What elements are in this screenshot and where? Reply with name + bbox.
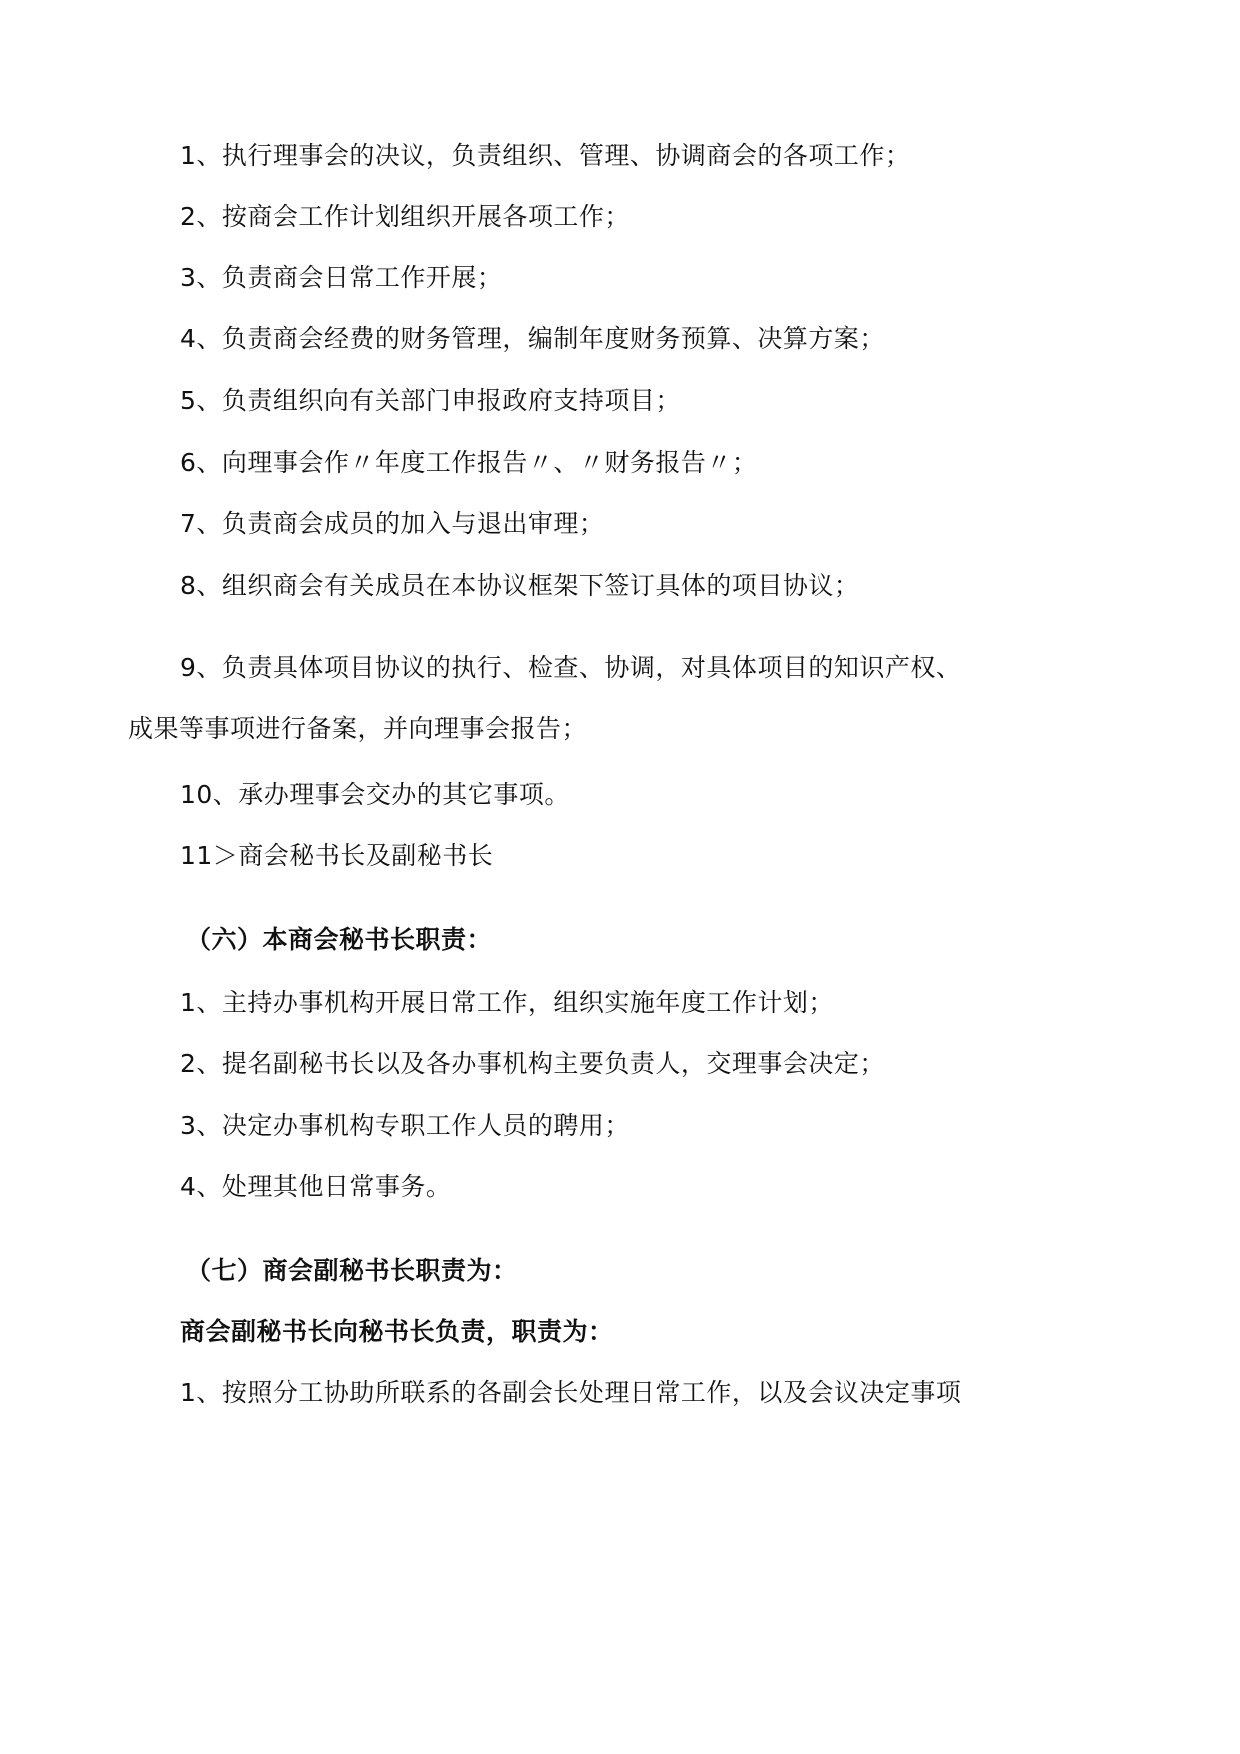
secretary-duty-4: 4、处理其他日常事务。 bbox=[180, 1172, 452, 1201]
duty-item-9-continued: 成果等事项进行备案，并向理事会报告； bbox=[128, 714, 588, 743]
duty-item-3: 3、负责商会日常工作开展； bbox=[180, 263, 503, 292]
duty-item-11: 11＞商会秘书长及副秘书长 bbox=[180, 841, 494, 870]
secretary-duty-2: 2、提名副秘书长以及各办事机构主要负责人，交理事会决定； bbox=[180, 1049, 885, 1078]
duty-item-1: 1、执行理事会的决议，负责组织、管理、协调商会的各项工作； bbox=[180, 141, 911, 170]
duty-item-7: 7、负责商会成员的加入与退出审理； bbox=[180, 509, 605, 538]
duty-item-6: 6、向理事会作〃年度工作报告〃、〃财务报告〃； bbox=[180, 448, 758, 477]
secretary-duty-3: 3、决定办事机构专职工作人员的聘用； bbox=[180, 1111, 630, 1140]
secretary-duty-1: 1、主持办事机构开展日常工作，组织实施年度工作计划； bbox=[180, 988, 834, 1017]
duty-item-4: 4、负责商会经费的财务管理，编制年度财务预算、决算方案； bbox=[180, 324, 885, 353]
deputy-secretary-duty-1: 1、按照分工协助所联系的各副会长处理日常工作，以及会议决定事项 bbox=[180, 1378, 962, 1407]
section-six-heading: （六）本商会秘书长职责： bbox=[186, 925, 493, 954]
duty-item-2: 2、按商会工作计划组织开展各项工作； bbox=[180, 202, 630, 231]
section-seven-heading: （七）商会副秘书长职责为： bbox=[186, 1256, 518, 1285]
duty-item-9: 9、负责具体项目协议的执行、检查、协调，对具体项目的知识产权、 bbox=[180, 653, 962, 682]
duty-item-5: 5、负责组织向有关部门申报政府支持项目； bbox=[180, 386, 681, 415]
section-seven-intro: 商会副秘书长向秘书长负责，职责为： bbox=[180, 1317, 614, 1346]
duty-item-10: 10、承办理事会交办的其它事项。 bbox=[180, 780, 570, 809]
duty-item-8: 8、组织商会有关成员在本协议框架下签订具体的项目协议； bbox=[180, 571, 860, 600]
